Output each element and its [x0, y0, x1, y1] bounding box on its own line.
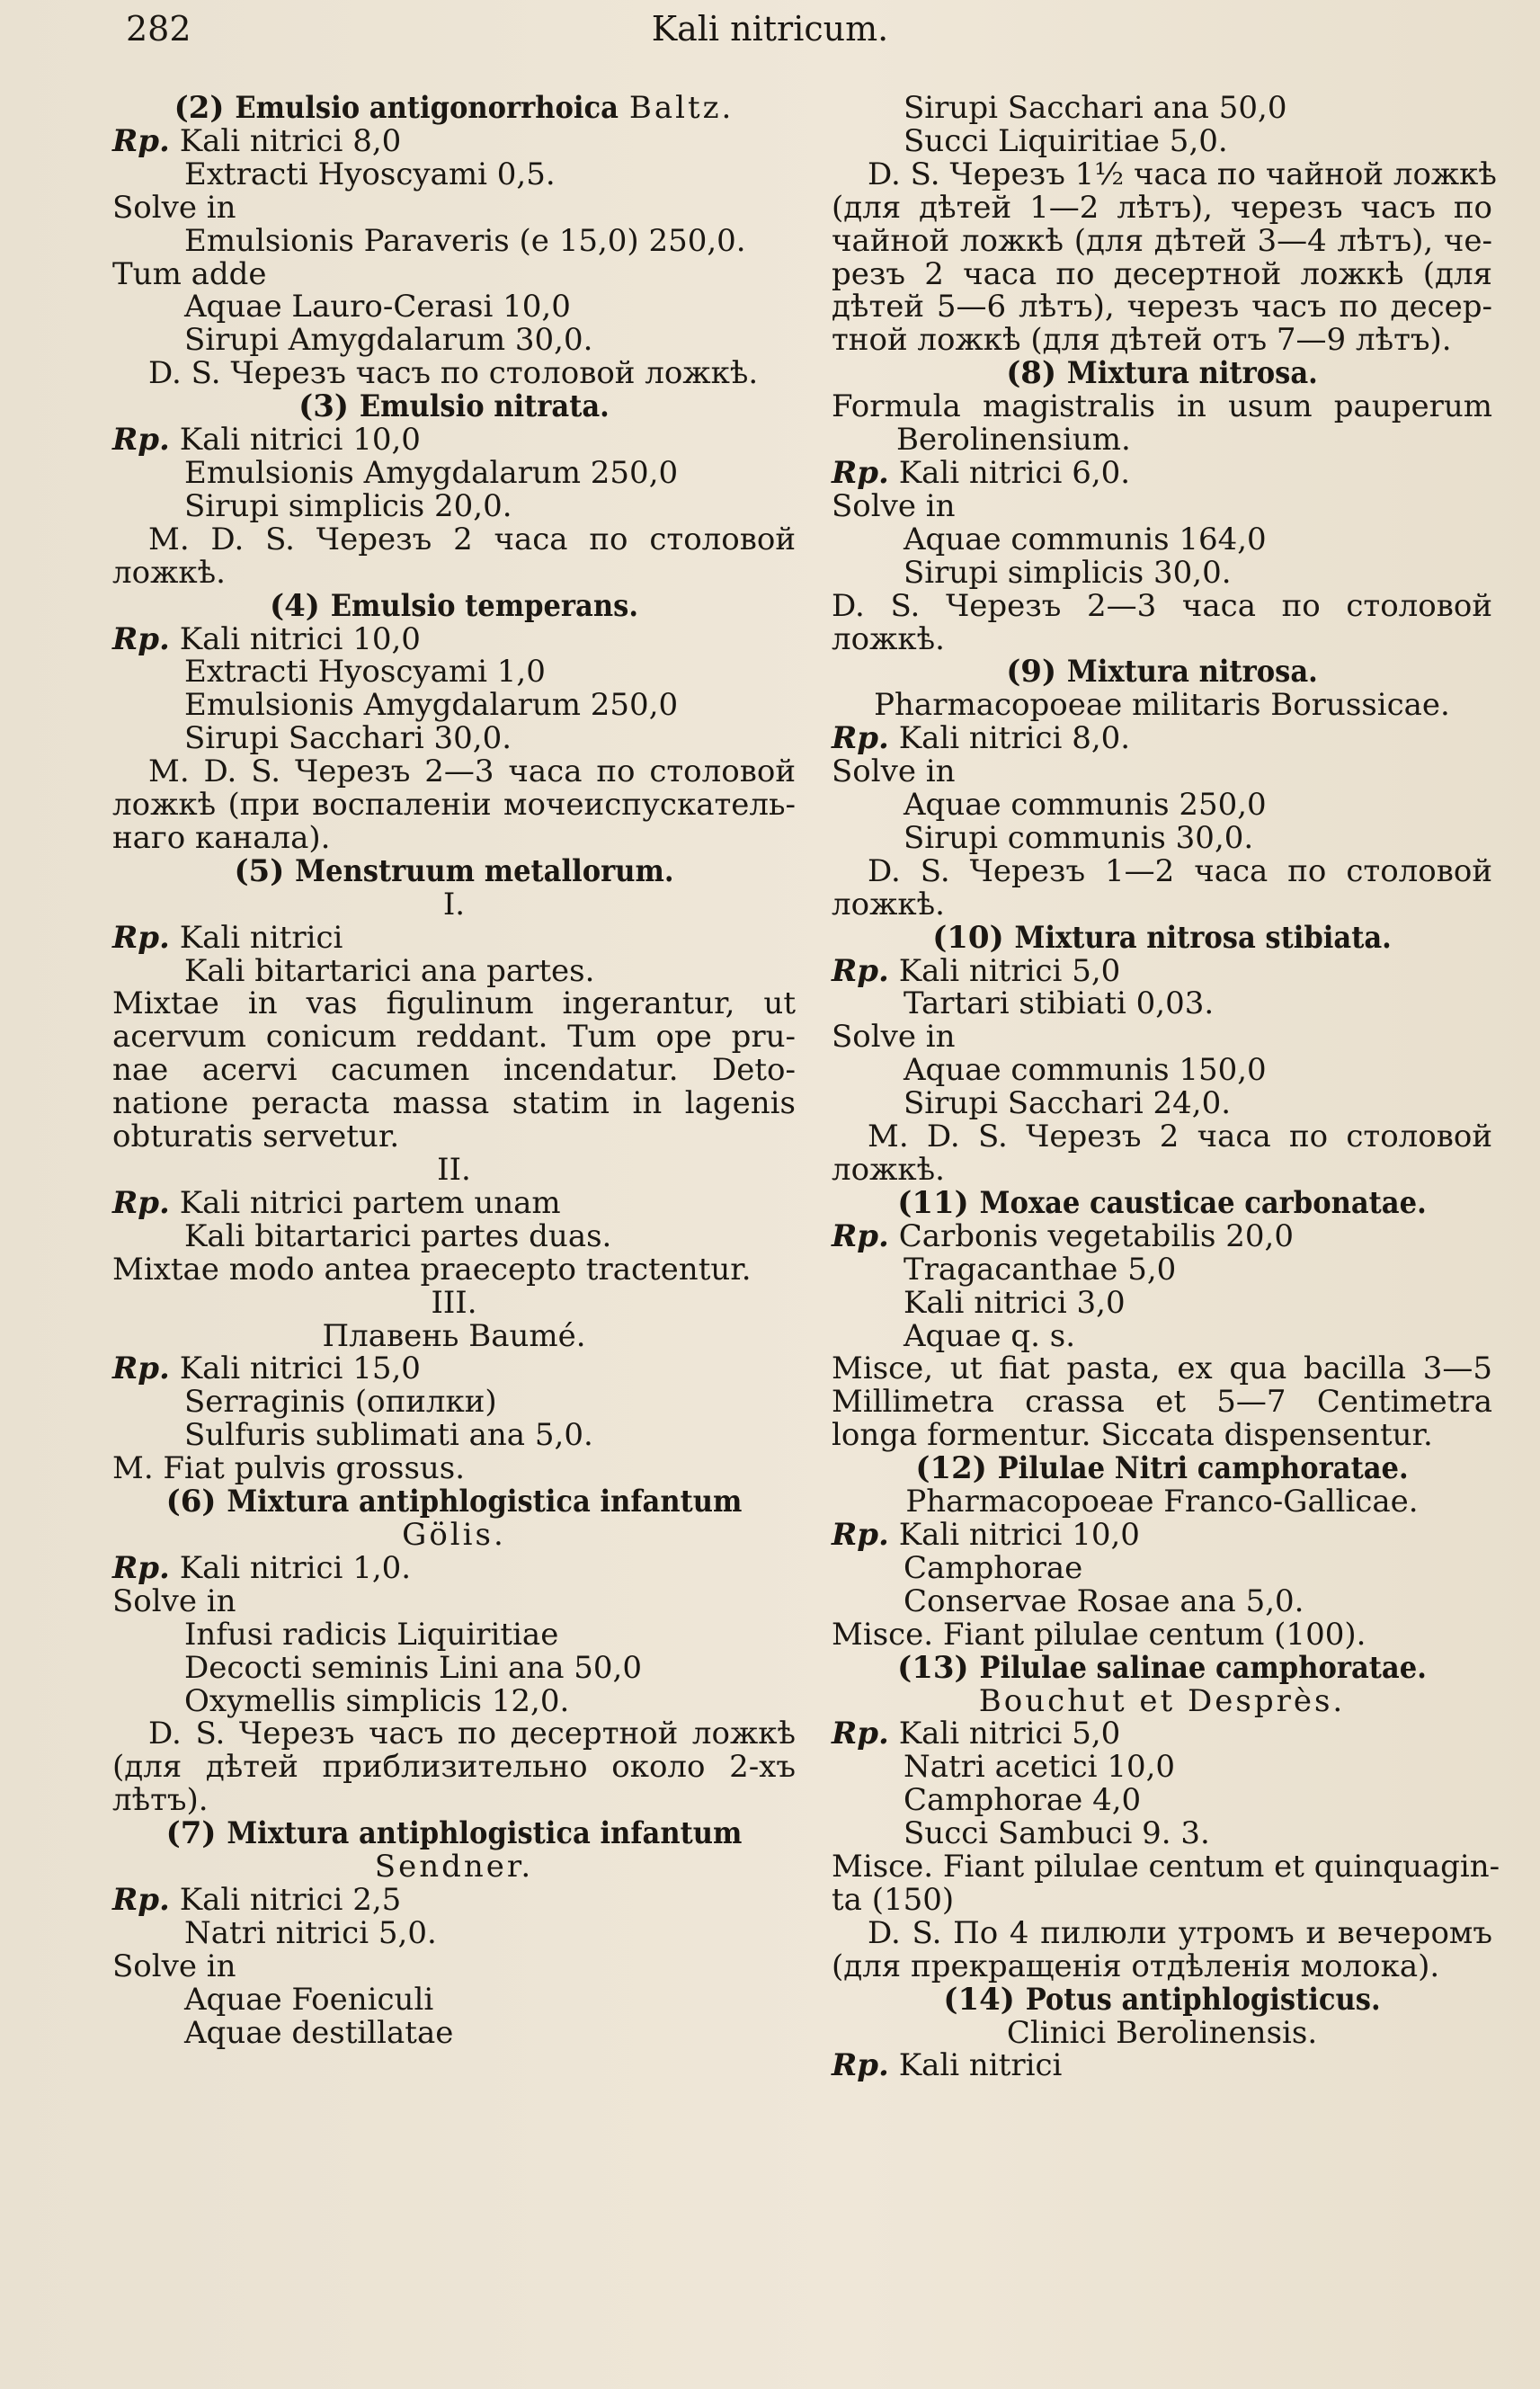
rp-label: Rp.: [832, 454, 889, 491]
prescription-text: Kali nitrici 10,0: [179, 620, 421, 657]
centered-line: I.: [442, 886, 466, 923]
right-column: [832, 90, 1500, 2084]
ingredient-line: Aquae q. s.: [904, 1317, 1076, 1354]
text-line: nae acervi cacumen incendatur. Deto-: [112, 1052, 796, 1089]
ingredient-line: Oxymellis simplicis 12,0.: [184, 1682, 570, 1719]
prescription-text: Kali nitrici 8,0: [179, 122, 402, 159]
prescription-line: [112, 122, 796, 159]
recipe-heading: [112, 587, 796, 624]
prescription-text: Kali nitrici: [179, 919, 343, 956]
text-line: ложкѣ.: [832, 620, 945, 657]
rp-label: Rp.: [112, 1350, 170, 1387]
prescription-text: Kali nitrici 5,0: [898, 1716, 1121, 1752]
prescription-text: Kali nitrici 1,0.: [179, 1549, 412, 1586]
rp-label: Rp.: [832, 2047, 889, 2084]
recipe-number: (11): [897, 1184, 969, 1221]
ingredient-line: Camphorae 4,0: [904, 1782, 1142, 1819]
text-line: Solve in: [832, 1019, 956, 1056]
signa-line: D. S. По 4 пилюли утромъ и вечеромъ: [868, 1914, 1492, 1951]
centered-line: Clinici Berolinensis.: [1006, 2014, 1318, 2051]
recipe-heading: [832, 1184, 1492, 1221]
text-line: Formula magistralis in usum pauperum: [832, 388, 1492, 425]
text-line: (для дѣтей 1—2 лѣтъ), черезъ часъ по: [832, 189, 1492, 226]
ingredient-line: Sirupi communis 30,0.: [904, 819, 1254, 856]
ingredient-line: Sirupi Sacchari 24,0.: [904, 1085, 1232, 1122]
recipe-heading: [832, 1983, 1492, 2017]
signa-line: M. D. S. Черезъ 2 часа по столовой: [148, 521, 796, 557]
page-header: [0, 9, 1540, 63]
recipe-number: (12): [915, 1450, 987, 1487]
recipe-number: (13): [897, 1649, 969, 1686]
recipe-heading: [112, 390, 796, 423]
recipe-author: Baltz.: [628, 90, 734, 126]
text-line: Solve in: [832, 753, 956, 790]
ingredient-line: Sirupi simplicis 20,0.: [184, 487, 512, 524]
prescription-line: [832, 952, 1492, 989]
ingredient-line: Kali nitrici 3,0: [904, 1284, 1126, 1321]
ingredient-line: Tartari stibiati 0,03.: [904, 985, 1215, 1022]
text-line: резъ 2 часа по десертной ложкѣ (для: [832, 255, 1492, 292]
prescription-line: [112, 1352, 796, 1386]
text-line: тной ложкѣ (для дѣтей отъ 7—9 лѣтъ).: [832, 322, 1452, 359]
ingredient-line: Infusi radicis Liquiritiae: [184, 1616, 559, 1653]
prescription-line: [112, 1881, 796, 1918]
prescription-line: [112, 919, 796, 956]
rp-label: Rp.: [832, 720, 889, 757]
ingredient-line: Succi Liquiritiae 5,0.: [904, 122, 1228, 159]
recipe-heading: [112, 1817, 796, 1850]
author-line: Sendner.: [374, 1849, 534, 1885]
ingredient-line: Aquae destillatae: [184, 2014, 454, 2051]
ingredient-line: Kali bitartarici ana partes.: [184, 952, 595, 989]
recipe-title: Moxae causticae carbonatae.: [979, 1184, 1427, 1221]
prescription-line: [832, 1717, 1492, 1751]
signa-line: D. S. Черезъ 1—2 часа по столовой: [868, 852, 1492, 889]
text-line: ta (150): [832, 1881, 955, 1918]
ingredient-line: Sirupi Sacchari 30,0.: [184, 720, 512, 757]
ingredient-line: Aquae communis 250,0: [904, 787, 1267, 824]
ingredient-line: Sirupi simplicis 30,0.: [904, 554, 1232, 591]
recipe-title: Emulsio antigonorrhoica: [235, 90, 619, 126]
recipe-heading: [832, 1649, 1492, 1686]
text-line: дѣтей 5—6 лѣтъ), черезъ часъ по десер-: [832, 289, 1492, 325]
ingredient-line: Tragacanthae 5,0: [904, 1251, 1177, 1288]
rp-label: Rp.: [832, 1516, 889, 1553]
ingredient-line: Aquae Foeniculi: [184, 1981, 434, 2018]
recipe-title: Mixtura antiphlogistica infantum: [227, 1815, 743, 1852]
recipe-heading: [832, 655, 1492, 689]
prescription-line: [112, 1184, 796, 1221]
rp-label: Rp.: [112, 919, 170, 956]
recipe-number: (5): [234, 852, 285, 889]
recipe-title: Menstruum metallorum.: [295, 852, 674, 889]
page-number: 282: [126, 9, 191, 49]
text-line: Solve in: [832, 487, 956, 524]
rp-label: Rp.: [112, 1184, 170, 1221]
rp-label: Rp.: [832, 1217, 889, 1254]
signa-line: D. S. Черезъ 1½ часа по чайной ложкѣ: [868, 156, 1497, 192]
ingredient-line: Extracti Hyoscyami 1,0: [184, 654, 546, 691]
recipe-title: Mixtura nitrosa.: [1066, 654, 1318, 691]
prescription-line: [832, 1516, 1492, 1553]
recipe-title: Mixtura antiphlogistica infantum: [227, 1484, 743, 1520]
recipe-title: Emulsio temperans.: [330, 587, 638, 624]
author-line: Gölis.: [402, 1516, 506, 1553]
text-line: (для дѣтей приблизительно около 2-хъ: [112, 1749, 796, 1786]
centered-line: III.: [431, 1284, 477, 1321]
recipe-number: (8): [1006, 355, 1057, 392]
prescription-line: [832, 454, 1492, 491]
rp-label: Rp.: [832, 952, 889, 989]
text-line: Misce. Fiant pilulae centum et quinquagin-: [832, 1849, 1500, 1885]
ingredient-line: Emulsionis Amygdalarum 250,0: [184, 454, 679, 491]
ingredient-line: Serraginis (опилки): [184, 1384, 497, 1421]
prescription-text: Kali nitrici 10,0: [898, 1516, 1140, 1553]
ingredient-line: Aquae communis 150,0: [904, 1052, 1267, 1089]
text-line: ложкѣ (при воспаленіи мочеиспускатель-: [112, 787, 796, 824]
ingredient-line: Extracti Hyoscyami 0,5.: [184, 156, 556, 192]
recipe-number: (4): [270, 587, 320, 624]
recipe-title: Mixtura nitrosa.: [1066, 355, 1318, 392]
text-line: наго канала).: [112, 819, 331, 856]
recipe-title: Mixtura nitrosa stibiata.: [1014, 919, 1392, 956]
running-title: Kali nitricum.: [651, 9, 889, 49]
text-line: чайной ложкѣ (для дѣтей 3—4 лѣтъ), че-: [832, 222, 1492, 259]
prescription-text: Kali nitrici 15,0: [179, 1350, 421, 1387]
recipe-number: (3): [298, 388, 350, 425]
text-line: Misce, ut fiat pasta, ex qua bacilla 3—5: [832, 1350, 1492, 1387]
prescription-line: [832, 722, 1492, 755]
recipe-number: (7): [165, 1815, 217, 1852]
recipe-heading: [832, 1452, 1492, 1485]
recipe-number: (10): [932, 919, 1004, 956]
ingredient-line: Decocti seminis Lini ana 50,0: [184, 1649, 642, 1686]
rp-label: Rp.: [832, 1716, 889, 1752]
recipe-title: Pilulae salinae camphoratae.: [979, 1649, 1427, 1686]
prescription-text: Kali nitrici 2,5: [179, 1881, 402, 1918]
text-line: Tum adde: [112, 255, 267, 292]
text-line: M. Fiat pulvis grossus.: [112, 1450, 466, 1487]
recipe-heading: [112, 852, 796, 889]
text-line: Mixtae in vas figulinum ingerantur, ut: [112, 985, 796, 1022]
prescription-line: [112, 620, 796, 657]
ingredient-line: Conservae Rosae ana 5,0.: [904, 1582, 1304, 1619]
text-line: лѣтъ).: [112, 1782, 209, 1819]
signa-line: M. D. S. Черезъ 2—3 часа по столовой: [148, 753, 796, 790]
recipe-number: (2): [174, 90, 225, 126]
text-line: Berolinensium.: [896, 422, 1131, 459]
signa-line: M. D. S. Черезъ 2 часа по столовой: [868, 1119, 1492, 1155]
ingredient-line: Aquae Lauro-Cerasi 10,0: [184, 289, 571, 325]
signa-line: D. S. Черезъ часъ по столовой ложкѣ.: [148, 355, 759, 392]
ingredient-line: Sulfuris sublimati ana 5,0.: [184, 1417, 593, 1454]
left-column: [112, 92, 796, 2049]
text-line: Mixtae modo antea praecepto tractentur.: [112, 1251, 752, 1288]
ingredient-line: Camphorae: [904, 1549, 1083, 1586]
prescription-text: Kali nitrici 10,0: [179, 422, 421, 459]
text-line: ложкѣ.: [112, 554, 226, 591]
ingredient-line: Aquae communis 164,0: [904, 521, 1267, 557]
signa-line: D. S. Черезъ часъ по десертной ложкѣ: [148, 1716, 796, 1752]
rp-label: Rp.: [112, 122, 170, 159]
prescription-line: [112, 423, 796, 457]
ingredient-line: Sirupi Amygdalarum 30,0.: [184, 322, 593, 359]
rp-label: Rp.: [112, 422, 170, 459]
prescription-text: Kali nitrici 6,0.: [898, 454, 1131, 491]
recipe-title: Emulsio nitrata.: [359, 388, 610, 425]
prescription-line: [112, 1549, 796, 1586]
recipe-heading: [832, 357, 1492, 390]
prescription-text: Carbonis vegetabilis 20,0: [898, 1217, 1294, 1254]
text-line: D. S. Черезъ 2—3 часа по столовой: [832, 587, 1492, 624]
text-line: Millimetra crassa et 5—7 Centimetra: [832, 1384, 1492, 1421]
prescription-line: [832, 1217, 1492, 1254]
recipe-title: Potus antiphlogisticus.: [1025, 1981, 1381, 2018]
ingredient-line: Emulsionis Paraveris (e 15,0) 250,0.: [184, 222, 746, 259]
ingredient-line: Kali bitartarici partes duas.: [184, 1217, 612, 1254]
ingredient-line: Natri acetici 10,0: [904, 1749, 1176, 1786]
rp-label: Rp.: [112, 620, 170, 657]
text-line: obturatis servetur.: [112, 1119, 400, 1155]
ingredient-line: Succi Sambuci 9. 3.: [904, 1815, 1210, 1852]
ingredient-line: Emulsionis Amygdalarum 250,0: [184, 687, 679, 724]
prescription-text: Kali nitrici partem unam: [179, 1184, 561, 1221]
recipe-heading: [832, 919, 1492, 956]
text-line: Solve in: [112, 1948, 236, 1984]
centered-line: Pharmacopoeae Franco-Gallicae.: [905, 1484, 1419, 1520]
text-line: ложкѣ.: [832, 886, 945, 923]
ingredient-line: Natri nitrici 5,0.: [184, 1914, 437, 1951]
recipe-number: (6): [165, 1484, 217, 1520]
text-line: acervum conicum reddant. Tum ope pru-: [112, 1019, 796, 1056]
text-line: Solve in: [112, 1582, 236, 1619]
recipe-number: (14): [943, 1981, 1015, 2018]
centered-line: II.: [437, 1152, 471, 1188]
text-line: (для прекращенія отдѣленія молока).: [832, 1948, 1440, 1984]
rp-label: Rp.: [112, 1549, 170, 1586]
text-line: Solve in: [112, 189, 236, 226]
centered-line: Плавень Baumé.: [322, 1317, 586, 1354]
recipe-number: (9): [1006, 654, 1057, 691]
text-line: longa formentur. Siccata dispensentur.: [832, 1417, 1433, 1454]
recipe-heading: [112, 1485, 796, 1519]
text-line: Misce. Fiant pilulae centum (100).: [832, 1616, 1366, 1653]
rp-label: Rp.: [112, 1881, 170, 1918]
prescription-line: [832, 2049, 1492, 2082]
prescription-text: Kali nitrici 5,0: [898, 952, 1121, 989]
recipe-heading: [112, 92, 796, 125]
prescription-text: Kali nitrici 8,0.: [898, 720, 1131, 757]
author-line: Bouchut et Desprès.: [978, 1682, 1346, 1719]
centered-line: Pharmacopoeae militaris Borussicae.: [874, 687, 1450, 724]
ingredient-line: Sirupi Sacchari ana 50,0: [904, 90, 1287, 126]
text-line: natione peracta massa statim in lagenis: [112, 1085, 796, 1122]
prescription-text: Kali nitrici: [898, 2047, 1063, 2084]
recipe-title: Pilulae Nitri camphoratae.: [997, 1450, 1409, 1487]
text-line: ложкѣ.: [832, 1152, 945, 1188]
